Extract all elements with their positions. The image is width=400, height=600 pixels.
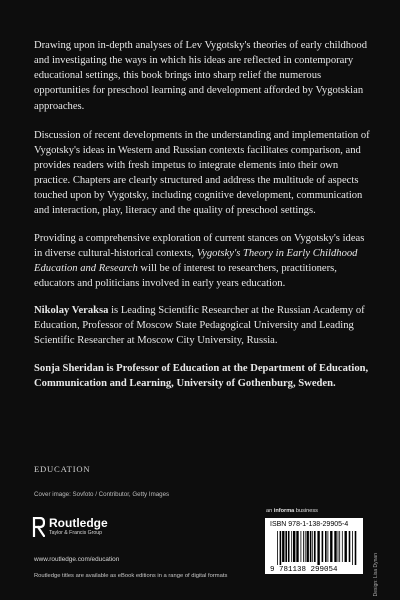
barcode-bar	[312, 531, 313, 562]
barcode-bar	[330, 531, 332, 562]
barcode-bar	[322, 531, 324, 562]
barcode-bar	[282, 531, 284, 562]
barcode-bar	[345, 531, 347, 562]
isbn-barcode	[265, 518, 363, 574]
blurb-paragraph-2: Discussion of recent developments in the understanding and implementation of Vygotsky's ideas in Western and Russian contexts facilitates comparison, and provides readers with fresh impetus to integrate elements into their own practice. Chapters are clearly structured and address the multitude of aspects touched upon by Vygotsky, including cognitive development, communication and interaction, play, literacy and the quality of preschool settings.	[34, 129, 370, 217]
blurb-paragraph-3-tail: will be of interest to researchers, practitioners, educators and politicians involved in early years education.	[34, 262, 337, 289]
barcode-digits: 9 781138 299054	[270, 566, 338, 572]
author-1-name: Nikolay Veraksa	[34, 305, 109, 317]
barcode-bar	[328, 531, 329, 562]
barcode-bar	[334, 531, 336, 562]
cover-image-credit: Cover image: Sovfoto / Contributor, Getty Images	[34, 491, 170, 498]
barcode-bar	[352, 531, 353, 565]
book-title: Vygotsky's Theory in Early Childhood Education and Research	[34, 247, 358, 274]
barcode-bar	[280, 531, 282, 565]
blurb-paragraph-3-lead: Providing a comprehensive exploration of current stances on Vygotsky's ideas in diverse cultural-historical contexts,	[34, 232, 365, 259]
blurb-paragraph-1: Drawing upon in-depth analyses of Lev Vygotsky's theories of early childhood and investigating the ways in which his ideas are reflected in contemporary educational settings, this book brings into sharp relief the numerous opportunities for preschool learning and development afforded by Vygotskian approaches.	[34, 40, 367, 112]
barcode-bar	[349, 531, 351, 562]
routledge-r-icon	[32, 517, 45, 537]
publisher-logo	[32, 516, 108, 538]
barcode-bar	[355, 531, 357, 565]
author-bio-2: Sonja Sheridan is Professor of Education at the Department of Education, Communication and Learning, University of Gothenburg, Sweden.	[34, 362, 369, 389]
barcode-bar	[310, 531, 312, 562]
informa-suffix: business	[294, 508, 318, 514]
subject-category: EDUCATION	[34, 464, 91, 474]
barcode-bar	[307, 531, 309, 562]
barcode-bar	[277, 531, 278, 565]
ebook-note: Routledge titles are available as eBook editions in a range of digital formats	[34, 573, 228, 579]
isbn-label: ISBN 978-1-138-29905-4	[270, 521, 349, 528]
barcode-bar	[293, 531, 295, 562]
barcode-bar	[296, 531, 298, 562]
blurb	[34, 38, 372, 403]
barcode-bar	[285, 531, 287, 562]
barcode-bar	[338, 531, 339, 562]
publisher-name: Routledge	[49, 516, 108, 530]
informa-tagline	[266, 508, 318, 514]
barcode-bar	[288, 531, 290, 562]
author-bio-1	[34, 303, 372, 348]
publisher-subtitle: Taylor & Francis Group	[49, 530, 103, 536]
barcode-bar	[305, 531, 306, 562]
barcode-bar	[317, 531, 319, 565]
barcode-bar	[314, 531, 316, 562]
informa-brand: informa	[273, 508, 295, 514]
designer-credit: Design: Lisa Dynan	[373, 553, 379, 597]
barcode-icon	[269, 531, 359, 572]
barcode-bar	[339, 531, 340, 562]
publisher-website: www.routledge.com/education	[34, 556, 120, 563]
barcode-bar	[303, 531, 304, 562]
barcode-bar	[342, 531, 343, 562]
informa-prefix: an	[266, 508, 274, 514]
barcode-bar	[325, 531, 327, 562]
author-1-bio-text: is Leading Scientific Researcher at the Russian Academy of Education, Professor of Moscow State Pedagogical University and Leading Scientific Researcher at Moscow City University, Russia.	[34, 305, 365, 347]
blurb-paragraph-3	[34, 231, 372, 292]
barcode-bar	[291, 531, 292, 562]
barcode-bar	[301, 531, 302, 562]
